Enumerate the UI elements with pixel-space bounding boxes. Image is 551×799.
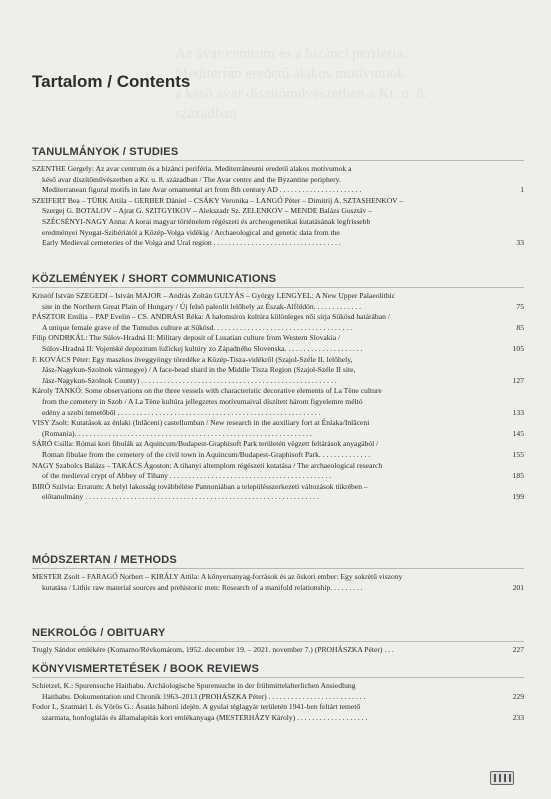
contents-section [32, 627, 524, 656]
toc-entry[interactable] [32, 482, 524, 503]
toc-entry[interactable] [32, 702, 524, 723]
publisher-logo-icon [490, 771, 514, 785]
page-number: 199 [512, 492, 524, 502]
entry-line: edény a szobi temetőből . . . . . . . . . . . . . . . . . . . . . . . . . . . . . . . . . . . . . . . . . . . . . . . . . . . . . . [42, 407, 321, 417]
entry-line: MESTER Zsolt – FARAGÓ Norbert – KIRÁLY Attila: A kőnyersanyag-források és az őskori ember: Egy sokrétű viszony [32, 572, 403, 581]
entry-line: késő avar díszítőművészetben a Kr. u. 8. században / The Avar centre and the Byzantine periphery. [42, 174, 341, 184]
entry-line: (Romania). . . . . . . . . . . . . . . . . . . . . . . . . . . . . . . . . . . . . . . . . . . . . . . . . . . . . . . . . . . . . . . [42, 428, 312, 438]
entry-line: from the cemetery in Szob / A La Tène kultúra jellegzetes motívumaival díszített három figyelemre méltó [42, 396, 363, 406]
bleed-through-text: Az avar centrum és a bizánci periféria. Mediterrán eredetű alakos motívumok a késő avar díszítőművészetben a Kr. u. 8. században [175, 46, 428, 122]
page-number: 33 [516, 238, 524, 248]
page-number: 227 [512, 645, 524, 654]
contents-section [32, 273, 524, 503]
entry-line: VISY Zsolt: Kutatások az énlaki (Inlăceni) castellumban / New research in the auxiliary fort at Énlaka/Inlăceni [32, 418, 370, 428]
entry-line: SZENTHE Gergely: Az avar centrum és a bizánci periféria. Mediterráneumi eredetű alakos motívumok a [32, 164, 352, 173]
entry-line: Early Medieval cemeteries of the Volga and Ural region . . . . . . . . . . . . . . . . . . . . . . . . . . . . . . . . . . [42, 238, 341, 248]
entry-line: of the medieval crypt of Abbey of Tihany . . . . . . . . . . . . . . . . . . . . . . . . . . . . . . . . . . . . . . . . . . . [42, 471, 332, 481]
toc-entry[interactable] [32, 681, 524, 702]
entry-line: SÁRÓ Csilla: Római kori fibulák az Aquincum/Budapest-Graphisoft Park területén végzett feltárások anyagából / [32, 439, 379, 449]
page-number: 233 [512, 712, 524, 722]
page-title: Tartalom / Contents [32, 72, 191, 91]
entry-line: eredményei Nyugat-Szibériától a Közép-Volga vidékig / Archaeological and genetic data from the [42, 227, 340, 237]
toc-entry[interactable] [32, 196, 524, 249]
section-heading: KÖZLEMÉNYEK / SHORT COMMUNICATIONS [32, 273, 524, 288]
entry-line: NAGY Szabolcs Balázs – TAKÁCS Ágoston: A tihanyi altemplom régészeti kutatása / The archaeological research [32, 460, 383, 470]
toc-entry[interactable] [32, 333, 524, 354]
entry-line: Károly TANKÓ: Some observations on the three vessels with characteristic decorative elements of La Tène culture [32, 386, 382, 396]
entry-line: Schietzel, K.: Spurensuche Haithabu. Archäologische Spurensuche in der frühmittelalterlichen Ansiedlung [32, 681, 356, 690]
section-heading: KÖNYVISMERTETÉSEK / BOOK REVIEWS [32, 663, 524, 678]
contents-section [32, 554, 524, 593]
toc-entry[interactable] [32, 461, 524, 482]
toc-entry[interactable] [32, 418, 524, 439]
entry-line: előtanulmány . . . . . . . . . . . . . . . . . . . . . . . . . . . . . . . . . . . . . . . . . . . . . . . . . . . . . . . . . . . . . . [42, 492, 319, 502]
entry-line: Kristóf István SZEGEDI – István MAJOR – András Zoltán GULYÁS – György LENGYEL: A New Upper Palaeolithic [32, 291, 396, 300]
toc-entry[interactable] [32, 439, 524, 460]
section-heading: MÓDSZERTAN / METHODS [32, 554, 524, 569]
toc-entry[interactable] [32, 572, 524, 593]
page-number: 133 [512, 407, 524, 417]
page-number: 105 [512, 343, 524, 353]
entry-line: site in the Northern Great Plain of Hungary / Új felső paleolit lelőhely az Észak-Alföldön. . . . . . . . . . . . . [42, 301, 362, 311]
entry-line: Filip ONDRKÁL: The Súlov-Hradná II: Military deposit of Lusatian culture from Western Slovakia / [32, 333, 341, 343]
entry-line: Jász-Nagykun-Szolnok County) . . . . . . . . . . . . . . . . . . . . . . . . . . . . . . . . . . . . . . . . . . . . . . . . . . . . [42, 375, 337, 385]
entry-line: Roman fibulae from the cemetery of the civil town in Aquincum/Budapest-Graphisoft Park. . . . . . . . . . . . . . [42, 449, 371, 459]
contents-section [32, 663, 524, 723]
entry-line: szarmata, honfoglalás és államalapítás kori emlékanyaga (MESTERHÁZY Károly) . . . . . . . . . . . . . . . . . . . [42, 712, 368, 722]
entry-line: Mediterranean figural motifs in late Avar ornamental art from 8th century AD . . . . . . . . . . . . . . . . . . . . . . [42, 185, 362, 195]
page-number: 1 [520, 185, 524, 195]
page-number: 185 [512, 471, 524, 481]
entry-line: Súlov-Hradná II: Vojenské depozitum lužickej kultúry zo Západného Slovenska. . . . . . . . . . . . . . . . . . . . . [42, 343, 363, 353]
toc-entry[interactable] [32, 355, 524, 387]
toc-entry[interactable] [32, 164, 524, 196]
entry-line: F. KOVÁCS Péter: Egy maszkos üveggyöngy töredéke a Közép-Tisza-vidékről (Szajol-Széle II. lelőhely, [32, 354, 353, 364]
contents-section [32, 146, 524, 249]
toc-entry[interactable] [32, 312, 524, 333]
section-heading: NEKROLÓG / OBITUARY [32, 627, 524, 642]
page-number: 127 [512, 375, 524, 385]
entry-line: PÁSZTOR Emília – PAP Evelin – CS. ANDRÁSI Réka: A halomsíros kultúra különleges női sírja Sükösd határában / [32, 312, 390, 322]
page-number: 201 [512, 582, 524, 592]
entry-line: Fodor I., Szatmári I. és Vörös G.: Ásatás háború idején. A gyulai téglagyár területén 1941-ben feltárt temető [32, 702, 361, 712]
entry-line: SZÉCSÉNYI-NAGY Anna: A korai magyar történelem régészeti és archeogenetikai kutatásának legfrissebb [42, 216, 371, 226]
page-number: 155 [512, 449, 524, 459]
page-number: 229 [512, 691, 524, 701]
page-number: 145 [512, 428, 524, 438]
entry-line: Haithabu. Dokumentation und Chronik 1963–2013 (PROHÁSZKA Péter) . . . . . . . . . . . . . . . . . . . . . . . . . . [42, 691, 366, 701]
entry-line: Jász-Nagykun-Szolnok vármegye) / A face-bead shard in the Middle Tisza Region (Szajol-Széle II site, [42, 365, 356, 375]
toc-entry[interactable] [32, 291, 524, 312]
entry-line: BIRÓ Szilvia: Erratum: A helyi lakosság továbbélése Pannoniában a településszerkezeti változások tükrében – [32, 481, 368, 491]
entry-line: Szergej G. BOTALOV – Ajrat G. SZITGYIKOV – Alekszadr Sz. ZELENKOV – MENDE Balázs Gusztáv – [42, 206, 372, 216]
entry-line: Trugly Sándor emlékére (Komarno/Révkomárom, 1952. december 19. – 2021. november 7.) (PROHÁSZKA Péter) . . . [32, 645, 394, 654]
page-number: 75 [516, 301, 524, 311]
toc-entry[interactable] [32, 386, 524, 418]
entry-line: A unique female grave of the Tumulus culture at Sükösd. . . . . . . . . . . . . . . . . . . . . . . . . . . . . . . . . . . . . [42, 322, 353, 332]
entry-line: kutatása / Lithic raw material sources and prehistoric men: Research of a manifold relationship. . . . . . . . . [42, 582, 363, 592]
section-heading: TANULMÁNYOK / STUDIES [32, 146, 524, 161]
page-number: 85 [516, 322, 524, 332]
entry-line: SZEIFERT Bea – TÜRK Attila – GERBER Dániel – CSÁKY Veronika – LANGÓ Péter – Dimitrij A. SZTASHENKOV – [32, 195, 404, 205]
toc-entry[interactable] [32, 645, 524, 656]
